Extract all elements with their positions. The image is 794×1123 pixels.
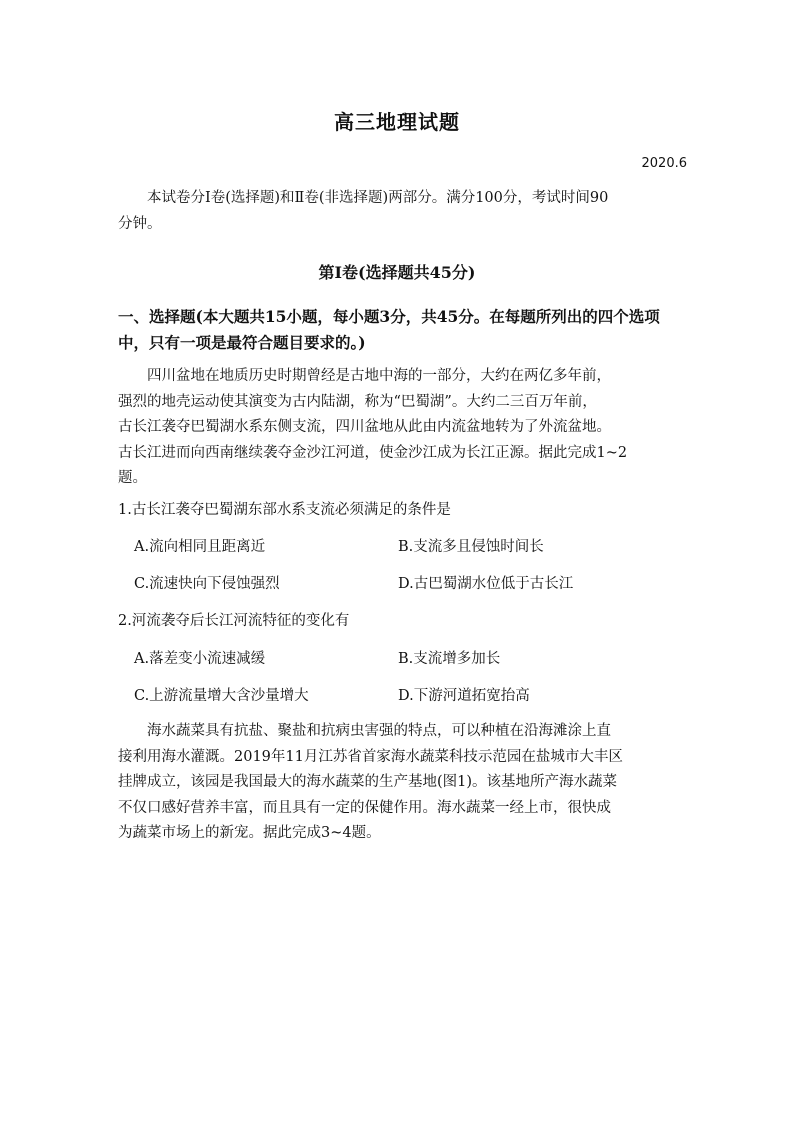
passage-line: 接利用海水灌溉。2019年11月江苏省首家海水蔬菜科技示范园在盐城市大丰区 (118, 748, 623, 765)
option-a: A.流向相同且距离近 (134, 539, 266, 555)
reading-passage-2 (118, 719, 678, 847)
option-b: B.支流多且侵蚀时间长 (398, 539, 544, 555)
question-stem: 2.河流袭夺后长江河流特征的变化有 (118, 613, 350, 629)
passage-line: 挂牌成立，该园是我国最大的海水蔬菜的生产基地(图1)。该基地所产海水蔬菜 (118, 774, 618, 790)
intro-line: 分钟。 (118, 215, 162, 232)
option-d: D.古巴蜀湖水位低于古长江 (398, 576, 574, 592)
passage-line: 强烈的地壳运动使其演变为古内陆湖，称为“巴蜀湖”。大约二三百万年前， (118, 393, 597, 410)
option-b: B.支流增多加长 (398, 651, 501, 667)
passage-line: 题。 (118, 470, 147, 486)
section-instruction (118, 304, 678, 355)
intro-line: 本试卷分Ⅰ卷(选择题)和Ⅱ卷(非选择题)两部分。满分100分，考试时间90 (147, 190, 609, 206)
reading-passage-1 (118, 364, 678, 492)
passage-line: 古长江袭夺巴蜀湖水系东侧支流，四川盆地从此由内流盆地转为了外流盆地。 (118, 419, 611, 435)
instruction-line: 中，只有一项是最符合题目要求的。) (118, 332, 366, 352)
option-a: A.落差变小流速减缓 (134, 651, 266, 667)
instruction-line: 一、选择题(本大题共15小题，每小题3分，共45分。在每题所列出的四个选项 (118, 307, 660, 326)
passage-line: 海水蔬菜具有抗盐、聚盐和抗病虫害强的特点，可以种植在沿海滩涂上直 (147, 723, 611, 739)
passage-line: 四川盆地在地质历史时期曾经是古地中海的一部分，大约在两亿多年前， (147, 368, 611, 384)
option-d: D.下游河道拓宽抬高 (398, 688, 530, 704)
passage-line: 古长江进而向西南继续袭夺金沙江河道，使金沙江成为长江正源。据此完成1~2 (118, 444, 628, 461)
section-title: 第Ⅰ卷(选择题共45分) (318, 263, 476, 282)
page-title: 高三地理试题 (334, 110, 460, 134)
passage-line: 不仅口感好营养丰富，而且具有一定的保健作用。海水蔬菜一经上市，很快成 (118, 799, 611, 816)
exam-date: 2020.6 (641, 156, 687, 171)
passage-line: 为蔬菜市场上的新宠。据此完成3~4题。 (118, 825, 381, 841)
exam-intro (118, 186, 678, 237)
option-c: C.流速快向下侵蚀强烈 (134, 576, 280, 592)
option-c: C.上游流量增大含沙量增大 (134, 688, 309, 704)
question-stem: 1.古长江袭夺巴蜀湖东部水系支流必须满足的条件是 (118, 502, 451, 518)
